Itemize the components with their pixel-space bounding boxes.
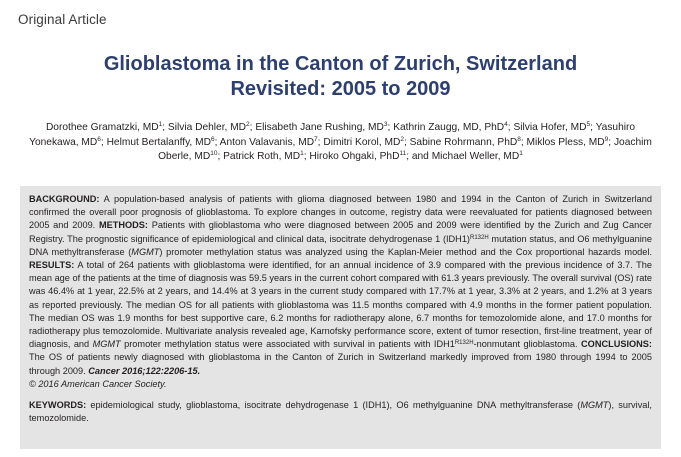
- author-separator: ; and: [406, 151, 432, 162]
- author-separator: ;: [162, 122, 168, 133]
- keywords-paragraph: [29, 399, 652, 425]
- author-affiliation: 1: [158, 121, 163, 128]
- mgmt-term-results: MGMT: [92, 339, 121, 350]
- background-label: BACKGROUND:: [29, 194, 100, 204]
- title-line-1: Glioblastoma in the Canton of Zurich, Switzerland: [103, 53, 578, 75]
- results-text-cont: promoter methylation status were associated with survival in patients with IDH1: [120, 339, 455, 350]
- background-text: A population-based analysis of patients with glioma diagnosed between 1980 and 1994 in the Canton of Zurich in Switzerland confirmed the overall poor prognosis of glioblastoma. To explore changes in outcome, registry data were reevaluated for patients diagnosed between 2005 and 2009.: [29, 194, 652, 231]
- author-affiliation: 2: [400, 135, 404, 143]
- keywords-text: epidemiological study, glioblastoma, isocitrate dehydrogenase 1 (IDH1), O6 methylguanine DNA methyltransferase (: [86, 400, 581, 411]
- conclusions-text: The OS of patients newly diagnosed with glioblastoma in the Canton of Zurich in Switzerland markedly improved from 1980 through 1994 to 2005 through 2009.: [29, 352, 652, 376]
- author-affiliation: 6: [97, 135, 101, 143]
- title-line-2: Revisited: 2005 to 2009: [230, 78, 451, 100]
- author-name: Elisabeth Jane Rushing, MD: [255, 122, 384, 133]
- author-separator: ;: [403, 136, 410, 148]
- author-affiliation: 1: [519, 150, 523, 157]
- author-affiliation: 4: [504, 121, 508, 128]
- author-separator: ;: [507, 122, 514, 133]
- author-affiliation: 8: [517, 135, 521, 143]
- author-affiliation: 7: [314, 135, 318, 143]
- author-affiliation: 2: [246, 121, 250, 128]
- author-separator: ;: [100, 136, 107, 148]
- results-text: A total of 264 patients with glioblastoma were identified, for an annual incidence of 3.9 compared with the previous incidence of 3.7. The mean age of the patients at the time of diagnosis was 59.5 years in the current cohort compared with 61.3 years previously. The overall survival (OS) rate was 46.4% at 1 year, 22.5% at 2 years, and 14.4% at 3 years in the current study compared with 17.7% at 1 year, 3.3% at 2 years, and 1.2% at 3 years as reported previously. The median OS for all patients with glioblastoma was 11.5 months compared with 4.9 months in the former patient population. The median OS was 1.9 months for best supportive care, 6.2 months for radiotherapy alone, 6.7 months for temozolomide alone, and 17.0 months for radiotherapy plus temozolomide. Multivariate analysis revealed age, Karnofsky performance score, extent of tumor resection, first-line treatment, year of diagnosis, and: [29, 260, 652, 350]
- article-type-label: Original Article: [18, 12, 107, 27]
- author-affiliation: 11: [399, 150, 407, 157]
- author-name: Dimitri Korol, MD: [323, 136, 401, 148]
- author-separator: ;: [520, 136, 527, 148]
- author-affiliation: 9: [604, 135, 609, 143]
- results-label: RESULTS:: [29, 260, 75, 271]
- author-name: Yasuhiro Yonekawa, MD: [29, 122, 636, 148]
- author-affiliation: 5: [586, 121, 591, 128]
- author-name: Kathrin Zaugg, MD, PhD: [393, 122, 505, 133]
- author-name: Joachim Oberle, MD: [158, 136, 652, 162]
- abstract-box: [20, 186, 661, 449]
- author-separator: ;: [590, 122, 596, 133]
- author-affiliation: 1: [300, 150, 304, 157]
- nonmutant-superscript: R132H: [454, 340, 474, 347]
- methods-text-end: ) promoter methylation status was analyzed using the Kaplan-Meier method and the Cox proportional hazards model.: [159, 246, 652, 257]
- methods-label: METHODS:: [98, 220, 148, 231]
- author-name: Miklos Pless, MD: [526, 136, 605, 148]
- author-name: Helmut Bertalanffy, MD: [106, 136, 211, 148]
- abstract-paragraph: [29, 193, 652, 391]
- author-separator: ;: [608, 136, 614, 148]
- author-affiliation: 10: [210, 150, 218, 157]
- results-text-end: -nonmutant glioblastoma.: [473, 339, 582, 350]
- author-list: [26, 121, 655, 165]
- author-separator: ;: [303, 151, 310, 162]
- keywords-text-end: ), survival, temozolomide.: [29, 400, 652, 424]
- author-name: Hiroko Ohgaki, PhD: [309, 151, 400, 162]
- author-name: Anton Valavanis, MD: [219, 136, 315, 148]
- author-name: Michael Weller, MD: [431, 151, 520, 162]
- article-title: [40, 52, 641, 102]
- author-separator: ;: [217, 151, 224, 162]
- author-separator: ;: [317, 136, 324, 148]
- conclusions-label: CONCLUSIONS:: [581, 339, 652, 350]
- methods-text-cont: mutation status, and O6 methylguanine DNA methyltransferase (: [29, 233, 652, 257]
- author-name: Silvia Hofer, MD: [513, 122, 587, 133]
- author-separator: ;: [214, 136, 220, 148]
- mgmt-term: MGMT: [131, 246, 160, 257]
- author-separator: ;: [249, 122, 256, 133]
- author-name: Patrick Roth, MD: [223, 151, 301, 162]
- journal-citation[interactable]: Cancer 2016;122:2206-15.: [88, 365, 201, 376]
- copyright-line: © 2016 American Cancer Society.: [29, 378, 167, 389]
- keywords-label: KEYWORDS:: [29, 400, 87, 411]
- keywords-mgmt-term: MGMT: [580, 400, 609, 411]
- author-affiliation: 6: [210, 135, 215, 143]
- author-name: Silvia Dehler, MD: [167, 122, 247, 133]
- author-affiliation: 3: [383, 121, 388, 128]
- mutation-superscript: R132H: [470, 234, 489, 241]
- author-name: Sabine Rohrmann, PhD: [409, 136, 518, 148]
- author-name: Dorothee Gramatzki, MD: [45, 122, 159, 133]
- author-separator: ;: [387, 122, 394, 133]
- methods-text: Patients with glioblastoma who were diagnosed between 2005 and 2009 were identified by the Zurich and Zug Cancer Registry. The prognostic significance of epidemiological and clinical data, isocitrate dehydrogenase 1 (IDH1): [29, 220, 652, 244]
